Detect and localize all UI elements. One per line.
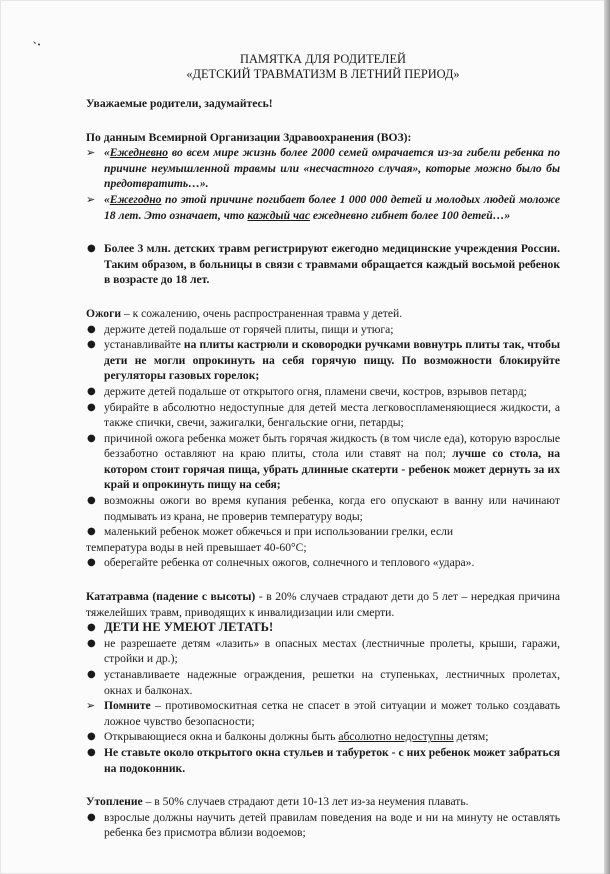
list-item: ● устанавливаете надежные ограждения, решетки на ступеньках, лестничных пролетах, окнах и балконах. bbox=[87, 668, 560, 697]
falls-intro: Кататравма (падение с высоты) - в 20% случаев страдают дети до 5 лет – нередкая причина тяжелейших травм, приводящих к инвалидизации или смерти. bbox=[86, 590, 561, 619]
bullet-icon: ● bbox=[87, 432, 96, 444]
who-intro: По данным Всемирной Организации Здравоохранения (ВОЗ): bbox=[86, 130, 412, 144]
who-item: ➢ «Ежедневно во всем мире жизнь более 2000 семей омрачается из-за гибели ребенка по причине неумышленной травмы или «несчастного случая», которые можно было бы предотвратить…». bbox=[86, 146, 560, 191]
list-item: ● ДЕТИ НЕ УМЕЮТ ЛЕТАТЬ! bbox=[87, 620, 274, 635]
list-item: ● Не ставьте около открытого окна стульев и табуреток - с них ребенок может забраться на подоконник. bbox=[87, 745, 560, 775]
bullet-icon: ● bbox=[87, 339, 96, 351]
scan-speck bbox=[33, 40, 41, 46]
title-line-2: «ДЕТСКИЙ ТРАВМАТИЗМ В ЛЕТНИЙ ПЕРИОД» bbox=[186, 67, 460, 81]
burns-list bbox=[86, 322, 560, 540]
bullet-icon: ● bbox=[87, 495, 96, 507]
page-edge-shadow bbox=[604, 0, 610, 874]
bullet-icon: ● bbox=[87, 731, 96, 743]
arrow-bullet-icon: ➢ bbox=[86, 192, 96, 206]
bullet-icon: ● bbox=[87, 637, 96, 649]
document-body bbox=[86, 52, 560, 841]
bullet-icon: ● bbox=[87, 526, 96, 538]
list-item: ● убирайте в абсолютно недоступные для детей места легковоспламеняющиеся жидкости, а также спички, свечи, зажигалки, бенгальские огни, петарды; bbox=[87, 400, 560, 430]
title-line-1: ПАМЯТКА ДЛЯ РОДИТЕЛЕЙ bbox=[240, 52, 406, 66]
list-item: ● возможны ожоги во время купания ребенка, когда его опускают в ванну или начинают подмывать из крана, не проверив температуру воды; bbox=[87, 494, 560, 523]
drowning-list bbox=[86, 810, 560, 841]
list-item: ● Открывающиеся окна и балконы должны быть абсолютно недоступны детям; bbox=[87, 730, 489, 744]
bullet-icon: ● bbox=[87, 746, 96, 758]
list-item: ● оберегайте ребенка от солнечных ожогов, солнечного и теплового «удара». bbox=[87, 556, 475, 570]
arrow-bullet-icon: ➢ bbox=[86, 146, 96, 160]
falls-heading: Кататравма (падение с высоты) bbox=[86, 590, 256, 604]
list-item: ➢ Помните – противомоскитная сетка не спасет в этой ситуации и может только создавать ложное чувство безопасности; bbox=[86, 699, 560, 728]
drowning-heading: Утопление bbox=[86, 795, 143, 809]
drowning-intro: Утопление – в 50% случаев страдают дети 10-13 лет из-за неумения плавать. bbox=[86, 795, 469, 809]
bullet-icon: ● bbox=[87, 669, 96, 680]
list-item: ● маленький ребенок может обжечься и при использовании грелки, если bbox=[87, 525, 454, 539]
who-list bbox=[86, 145, 560, 223]
russia-stat-list bbox=[86, 241, 560, 288]
russia-stat: ● Более 3 млн. детских травм регистрируют ежегодно медицинские учреждения России. Таким образом, в больницы в связи с травмами обращается каждый восьмой ребенок в возрасте до 18 лет. bbox=[87, 242, 560, 287]
bullet-icon: ● bbox=[87, 557, 96, 569]
burns-intro: Ожоги – к сожалению, очень распространенная травма у детей. bbox=[86, 306, 403, 320]
who-item: ➢ «Ежегодно по этой причине погибает более 1 000 000 детей и молодых людей моложе 18 лет. Это означает, что каждый час ежедневно гибнет более 100 детей…» bbox=[86, 192, 560, 222]
bullet-icon: ● bbox=[87, 385, 96, 397]
bullet-icon: ● bbox=[87, 811, 96, 823]
list-item: ● устанавливайте на плиты кастрюли и сковородки ручками вовнутрь плиты так, чтобы дети не могли опрокинуть на себя горячую пищу. По возможности блокируйте регуляторы газовых горелок; bbox=[87, 338, 560, 383]
list-item: ● взрослые должны научить детей правилам поведения на воде и ни на минуту не оставлять ребенка без присмотра вблизи водоемов; bbox=[87, 810, 560, 840]
bullet-icon: ● bbox=[87, 243, 96, 255]
burns-list-end bbox=[86, 555, 560, 571]
arrow-bullet-icon: ➢ bbox=[86, 699, 96, 713]
falls-list bbox=[86, 620, 560, 776]
list-item: ● не разрешаете детям «лазить» в опасных местах (лестничные пролеты, крыши, гаражи, стройки и др.); bbox=[87, 636, 560, 666]
burns-heading: Ожоги bbox=[86, 306, 122, 320]
list-item: ● держите детей подальше от горячей плиты, пищи и утюга; bbox=[87, 322, 394, 336]
bullet-icon: ● bbox=[87, 401, 96, 413]
list-item: ● держите детей подальше от открытого огня, пламени свечи, костров, взрывов петард; bbox=[87, 384, 527, 398]
burns-continuation: температура воды в ней превышает 40-60°С; bbox=[86, 540, 307, 554]
list-item: ● причиной ожога ребенка может быть горячая жидкость (в том числе еда), которую взрослые беззаботно оставляют на краю плиты, стола или ставят на пол; лучше со стола, на котором стоит горячая пища, убрать длинные скатерти - ребенок может дернуть за их край и опрокинуть пищу на себя; bbox=[87, 431, 561, 492]
bullet-icon: ● bbox=[87, 323, 96, 335]
bullet-icon: ● bbox=[87, 622, 96, 634]
greeting: Уважаемые родители, задумайтесь! bbox=[86, 97, 273, 110]
